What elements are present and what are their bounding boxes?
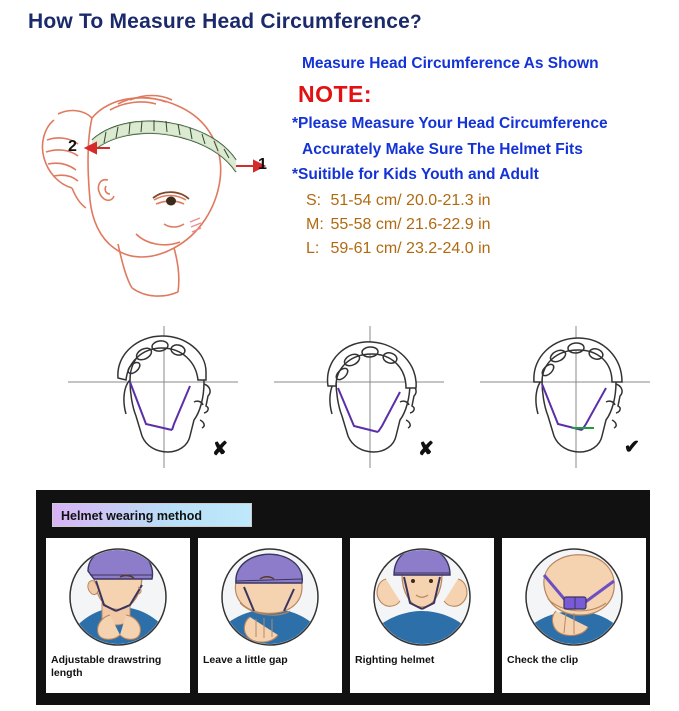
arrow-label-1: 1 xyxy=(258,156,267,173)
size-row-s xyxy=(306,192,677,210)
wearing-method-steps xyxy=(46,538,640,693)
size-value-s: 51-54 cm/ 20.0-21.3 in xyxy=(330,192,491,210)
page-title-question-mark: ? xyxy=(410,12,422,33)
instructions-line-2: Accurately Make Sure The Helmet Fits xyxy=(302,140,583,158)
wearing-step-caption-4: Check the clip xyxy=(507,654,579,666)
wearing-step-card xyxy=(198,538,342,693)
wearing-step-caption-3: Righting helmet xyxy=(355,654,435,666)
size-value-l: 59-61 cm/ 23.2-24.0 in xyxy=(330,240,491,258)
fit-mark-3: ✔ xyxy=(624,437,640,458)
size-label-l: L: xyxy=(306,240,320,258)
wearing-step-card xyxy=(350,538,494,693)
size-row-l xyxy=(306,240,677,258)
wearing-step-caption-1: Adjustable drawstring length xyxy=(51,654,162,680)
wearing-step-image-1 xyxy=(58,545,178,650)
wearing-method-title: Helmet wearing method xyxy=(52,503,252,527)
step-1-drawing xyxy=(58,545,178,650)
fit-mark-1: ✘ xyxy=(212,439,228,460)
helmet-fit-examples xyxy=(30,320,655,475)
helmet-fit-drawing-2 xyxy=(266,320,466,475)
size-label-m: M: xyxy=(306,216,324,234)
helmet-fit-drawing-1 xyxy=(60,320,260,475)
size-label-s: S: xyxy=(306,192,322,210)
step-4-drawing xyxy=(514,545,634,650)
step-2-drawing xyxy=(210,545,330,650)
wearing-method-panel xyxy=(36,490,650,705)
fit-mark-2: ✘ xyxy=(418,439,434,460)
helmet-fit-example-2 xyxy=(266,320,466,475)
helmet-fit-example-1 xyxy=(60,320,260,475)
wearing-step-caption-2: Leave a little gap xyxy=(203,654,288,666)
head-measurement-illustration xyxy=(14,48,284,308)
helmet-fit-drawing-3 xyxy=(472,320,672,475)
page-title-text: How To Measure Head Circumference xyxy=(28,10,410,33)
wearing-step-image-2 xyxy=(210,545,330,650)
arrow-label-2: 2 xyxy=(68,138,77,155)
instructions-headline: Measure Head Circumference As Shown xyxy=(302,55,599,72)
wearing-step-card xyxy=(46,538,190,693)
step-3-drawing xyxy=(362,545,482,650)
instructions-line-1: *Please Measure Your Head Circumference xyxy=(292,115,608,133)
wearing-step-card xyxy=(502,538,646,693)
size-row-m xyxy=(306,216,677,234)
page-title xyxy=(28,10,422,34)
size-value-m: 55-58 cm/ 21.6-22.9 in xyxy=(330,216,491,234)
wearing-step-image-4 xyxy=(514,545,634,650)
instructions-block xyxy=(292,56,677,264)
helmet-fit-example-3 xyxy=(472,320,672,475)
wearing-step-image-3 xyxy=(362,545,482,650)
instructions-line-3: *Suitible for Kids Youth and Adult xyxy=(292,165,539,183)
note-label: NOTE: xyxy=(298,81,373,108)
baby-head-drawing xyxy=(14,48,284,308)
